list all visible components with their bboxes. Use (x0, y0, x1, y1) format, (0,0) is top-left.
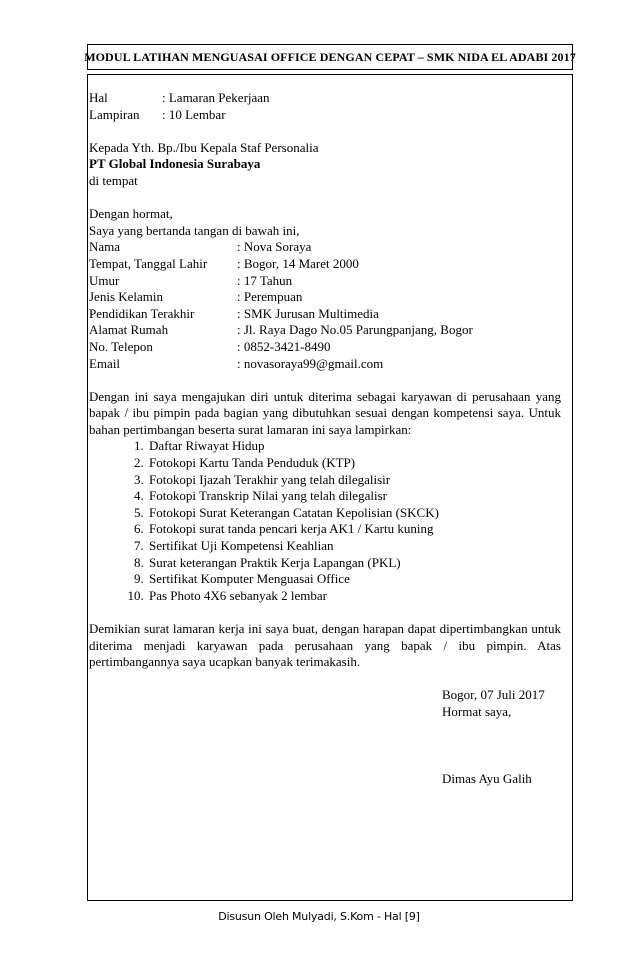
identity-label: Email (89, 355, 121, 371)
identity-row (89, 289, 561, 306)
identity-value: : SMK Jurusan Multimedia (237, 305, 379, 321)
recipient-place: di tempat (89, 172, 138, 188)
identity-value: : Perempuan (237, 289, 303, 305)
identity-value: : Nova Soraya (237, 239, 312, 255)
identity-label: Tempat, Tanggal Lahir (89, 255, 208, 271)
intro-line: Saya yang bertanda tangan di bawah ini, (89, 222, 300, 238)
identity-value: : 17 Tahun (237, 272, 293, 288)
identity-row (89, 256, 561, 273)
list-item: 7. Sertifikat Uji Kompetensi Keahlian (147, 538, 561, 555)
list-item: 8. Surat keterangan Praktik Kerja Lapangan (PKL) (147, 555, 561, 572)
list-item: 10. Pas Photo 4X6 sebanyak 2 lembar (147, 588, 561, 605)
signature-name: Dimas Ayu Galih (442, 770, 532, 786)
greeting: Dengan hormat, (89, 206, 173, 222)
identity-row (89, 239, 561, 256)
identity-value: : novasoraya99@gmail.com (237, 355, 384, 371)
identity-label: Nama (89, 239, 121, 255)
identity-value: : Jl. Raya Dago No.05 Parungpanjang, Bogor (237, 322, 473, 338)
attachment-list (89, 438, 561, 604)
meta-row-attachment (89, 107, 561, 124)
identity-value: : 0852-3421-8490 (237, 338, 331, 354)
identity-label: Alamat Rumah (89, 322, 169, 338)
identity-label: Jenis Kelamin (89, 289, 164, 305)
identity-row (89, 322, 561, 339)
list-item: 6. Fotokopi surat tanda pencari kerja AK1 / Kartu kuning (147, 521, 561, 538)
list-item: 1. Daftar Riwayat Hidup (147, 438, 561, 455)
list-item: 4. Fotokopi Transkrip Nilai yang telah dilegalisr (147, 488, 561, 505)
module-header (84, 44, 576, 70)
identity-list (89, 239, 561, 372)
meta-value: : 10 Lembar (162, 106, 226, 122)
signature-salutation: Hormat saya, (442, 703, 512, 719)
recipient-company: PT Global Indonesia Surabaya (89, 156, 261, 172)
meta-label: Hal (89, 90, 108, 105)
page-footer: Disusun Oleh Mulyadi, S.Kom - Hal [9] (218, 910, 420, 923)
identity-label: Umur (89, 272, 120, 288)
signature-place-date: Bogor, 07 Juli 2017 (442, 687, 545, 703)
identity-label: Pendidikan Terakhir (89, 305, 195, 321)
meta-value: : Lamaran Pekerjaan (162, 90, 270, 105)
identity-value: : Bogor, 14 Maret 2000 (237, 255, 359, 271)
identity-row (89, 273, 561, 290)
letter-body (89, 90, 561, 787)
list-item: 3. Fotokopi Ijazah Terakhir yang telah dilegalisir (147, 472, 561, 489)
recipient-line: Kepada Yth. Bp./Ibu Kepala Staf Personalia (89, 139, 319, 155)
meta-row-subject (89, 90, 561, 107)
identity-row (89, 356, 561, 373)
list-item: 2. Fotokopi Kartu Tanda Penduduk (KTP) (147, 455, 561, 472)
identity-row (89, 339, 561, 356)
module-header-title: MODUL LATIHAN MENGUASAI OFFICE DENGAN CEPAT – SMK NIDA EL ADABI 2017 (84, 49, 576, 64)
body-paragraph: Dengan ini saya mengajukan diri untuk diterima sebagai karyawan di perusahaan yang bapak / ibu pimpin pada bagian yang dibutuhkan sesuai dengan kompetensi saya. Untuk bahan pertimbangan beserta surat lamaran ini saya lampirkan: (89, 388, 561, 437)
identity-label: No. Telepon (89, 338, 153, 354)
list-item: 5. Fotokopi Surat Keterangan Catatan Kepolisian (SKCK) (147, 505, 561, 522)
meta-label: Lampiran (89, 106, 140, 122)
list-item: 9. Sertifikat Komputer Menguasai Office (147, 571, 561, 588)
closing-paragraph: Demikian surat lamaran kerja ini saya buat, dengan harapan dapat dipertimbangkan untuk diterima menjadi karyawan pada perusahaan yang bapak / ibu pimpin. Atas pertimbangannya saya ucapkan banyak terimakasih. (89, 621, 561, 670)
identity-row (89, 306, 561, 323)
